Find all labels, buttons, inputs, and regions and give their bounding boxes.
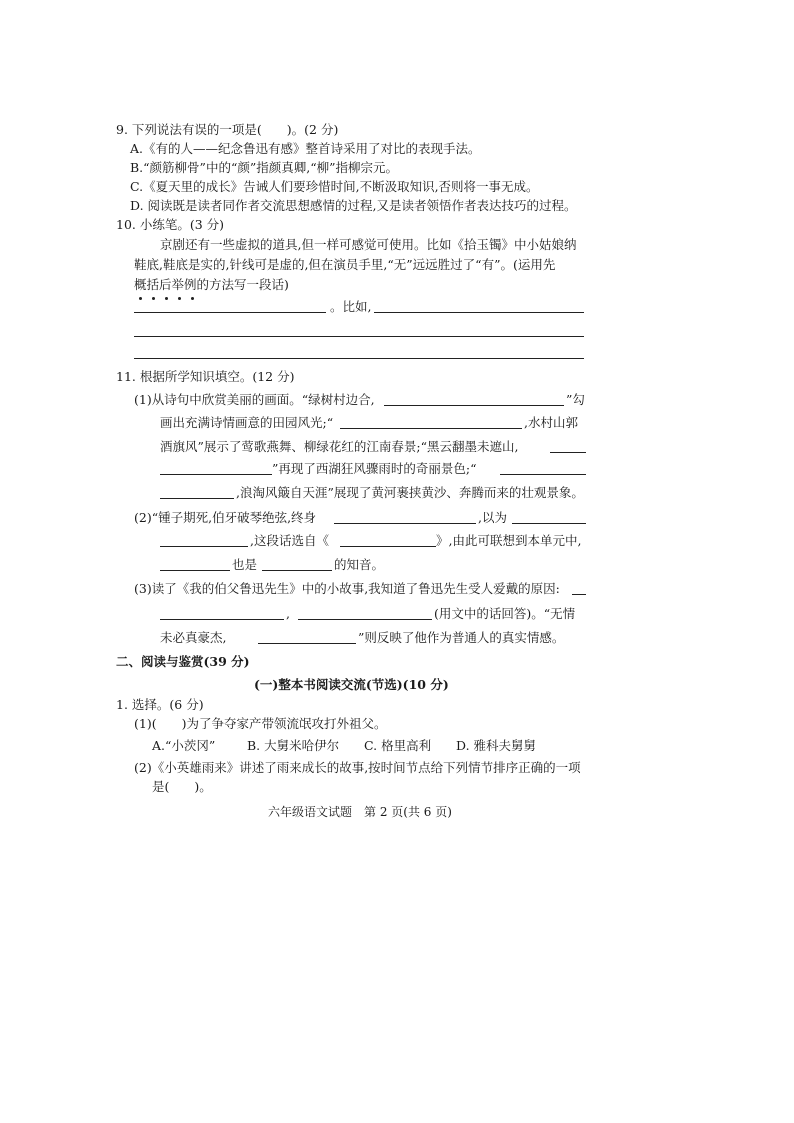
r1-q1-option-d: D. 雅科夫舅舅 [456, 738, 537, 753]
q11-s3-line1: (3)读了《我的伯父鲁迅先生》中的小故事,我知道了鲁迅先生受人爱戴的原因: [134, 581, 560, 596]
q11-s2-line3a: 也是 [232, 557, 258, 572]
emphasis-dot [165, 297, 168, 300]
q10-passage-line-2: 鞋底,鞋底是实的,针线可是虚的,但在演员手里,“无”远远胜过了“有”。(运用先 [134, 257, 556, 272]
q11-blank[interactable] [500, 474, 586, 475]
q10-answer-line-2[interactable] [134, 336, 584, 337]
q11-s1-line2b: ,水村山郭 [524, 415, 578, 430]
q11-blank[interactable] [160, 474, 272, 475]
q9-option-b: B.“颜筋柳骨”中的“颜”指颜真卿,“柳”指柳宗元。 [130, 160, 398, 175]
q11-blank[interactable] [160, 570, 230, 571]
q10-answer-blank-1[interactable] [134, 312, 326, 313]
q11-blank[interactable] [384, 405, 564, 406]
q11-blank[interactable] [512, 523, 586, 524]
q11-blank[interactable] [340, 428, 522, 429]
q11-s2-line3b: 的知音。 [334, 557, 385, 572]
q11-s1-line2a: 画出充满诗情画意的田园风光;“ [160, 415, 334, 430]
q9-stem: 9. 下列说法有误的一项是( )。(2 分) [116, 122, 339, 137]
q11-stem: 11. 根据所学知识填空。(12 分) [116, 369, 295, 384]
section-title: 二、阅读与鉴赏(39 分) [116, 654, 250, 669]
q11-s3-line2b: (用文中的话回答)。“无情 [434, 606, 576, 621]
r1-q1: (1)( )为了争夺家产带领流氓攻打外祖父。 [134, 716, 387, 731]
q11-blank[interactable] [334, 523, 476, 524]
q10-passage-line-3: 概括后举例的方法写一段话) [134, 277, 289, 292]
r1-q1-option-b: B. 大舅米哈伊尔 [247, 738, 340, 753]
q11-s1-line3: 酒旗风”展示了莺歌燕舞、柳绿花红的江南春景;“黑云翻墨未遮山, [160, 439, 519, 454]
q11-s3-line3b: ”则反映了他作为普通人的真实情感。 [358, 630, 565, 645]
q11-blank[interactable] [160, 546, 248, 547]
q10-mid-text: 。比如, [330, 299, 372, 314]
q11-blank[interactable] [340, 546, 436, 547]
emphasis-dot [139, 297, 142, 300]
r1-q1-option-c: C. 格里高利 [364, 738, 432, 753]
q11-s1-line1b: ”勾 [566, 392, 585, 407]
q11-blank[interactable] [160, 619, 284, 620]
q11-s3-line3a: 未必真豪杰, [160, 630, 227, 645]
q9-option-a: A.《有的人——纪念鲁迅有感》整首诗采用了对比的表现手法。 [130, 141, 481, 156]
q10-answer-blank-2[interactable] [374, 312, 584, 313]
q11-s2-line2a: ,这段话选自《 [250, 533, 329, 548]
q10-passage-line-1: 京剧还有一些虚拟的道具,但一样可感觉可使用。比如《拾玉镯》中小姑娘纳 [160, 237, 577, 252]
r1-stem: 1. 选择。(6 分) [116, 697, 204, 712]
r1-q1-option-a: A.“小茨冈” [152, 738, 216, 753]
emphasis-dot [178, 297, 181, 300]
q9-option-c: C.《夏天里的成长》告诫人们要珍惜时间,不断汲取知识,否则将一事无成。 [130, 179, 539, 194]
q11-s1-line1a: (1)从诗句中欣赏美丽的画面。“绿树村边合, [134, 392, 375, 407]
q11-blank[interactable] [160, 498, 234, 499]
q11-s2-line1b: ,以为 [478, 510, 507, 525]
section-subtitle: (一)整本书阅读交流(节选)(10 分) [254, 677, 449, 692]
q10-answer-line-3[interactable] [134, 358, 584, 359]
q11-blank[interactable] [572, 594, 586, 595]
emphasis-dot [191, 297, 194, 300]
q9-option-d: D. 阅读既是读者同作者交流思想感情的过程,又是读者领悟作者表达技巧的过程。 [130, 198, 577, 213]
page-footer: 六年级语文试题 第 2 页(共 6 页) [268, 805, 452, 819]
q10-stem: 10. 小练笔。(3 分) [116, 217, 225, 232]
q11-s1-line4a: ”再现了西湖狂风骤雨时的奇丽景色;“ [272, 461, 477, 476]
q11-blank[interactable] [298, 619, 432, 620]
r1-q2-line2: 是( )。 [152, 779, 212, 794]
q11-s3-line2a: , [286, 606, 290, 621]
q11-blank[interactable] [258, 643, 356, 644]
q11-s2-line2b: 》,由此可联想到本单元中, [436, 533, 582, 548]
emphasis-dot [152, 297, 155, 300]
q11-blank[interactable] [262, 570, 332, 571]
r1-q2-line1: (2)《小英雄雨来》讲述了雨来成长的故事,按时间节点给下列情节排序正确的一项 [134, 760, 581, 775]
q11-s1-line5: ,浪淘风簸自天涯”展现了黄河裹挟黄沙、奔腾而来的壮观景象。 [236, 485, 584, 500]
q11-s2-line1a: (2)“锺子期死,伯牙破琴绝弦,终身 [134, 510, 317, 525]
q11-blank[interactable] [550, 452, 586, 453]
